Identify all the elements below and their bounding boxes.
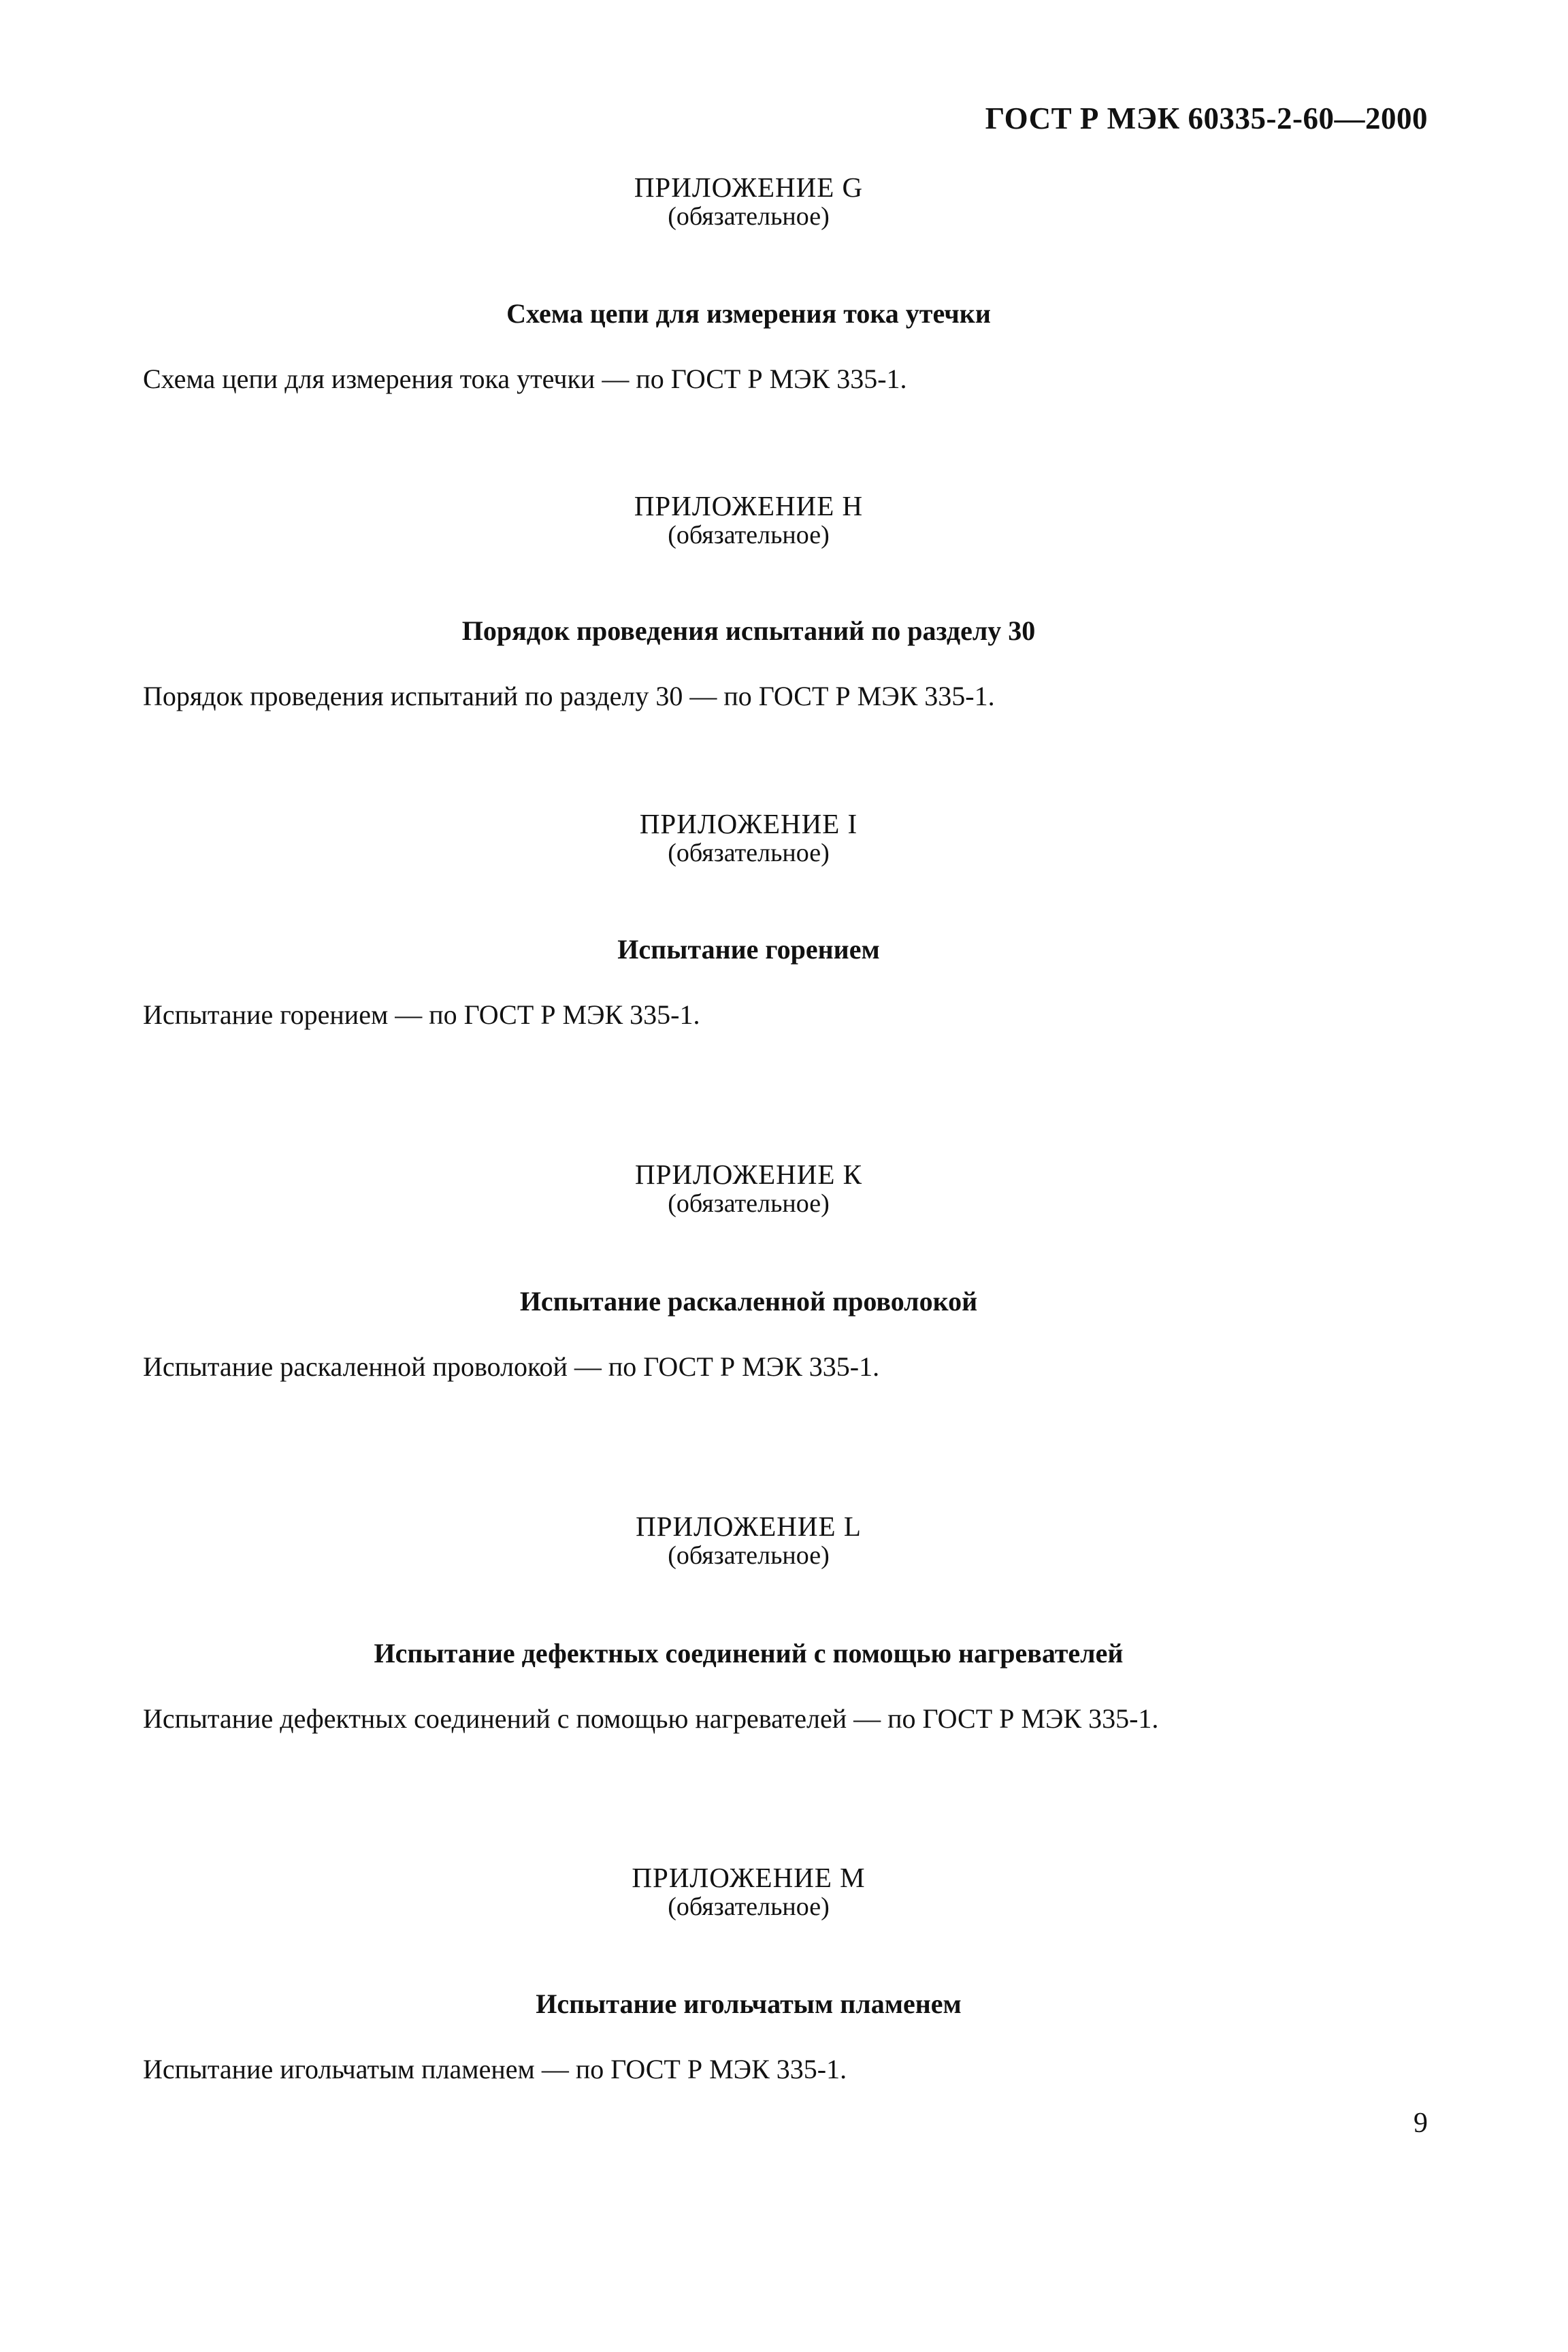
annex-title: ПРИЛОЖЕНИЕ G (634, 172, 864, 203)
document-code-header: ГОСТ Р МЭК 60335-2-60—2000 (985, 101, 1428, 135)
annex-title: ПРИЛОЖЕНИЕ I (639, 808, 858, 839)
annex-status: (обязательное) (668, 1892, 830, 1921)
annex-body: Схема цепи для измерения тока утечки — по ГОСТ Р МЭК 335-1. (143, 364, 907, 394)
annex-title: ПРИЛОЖЕНИЕ Н (634, 490, 864, 521)
annex-heading: Порядок проведения испытаний по разделу 30 (461, 615, 1036, 646)
page-number: 9 (1414, 2108, 1428, 2139)
annex-title: ПРИЛОЖЕНИЕ М (632, 1862, 866, 1893)
annex-status: (обязательное) (668, 521, 830, 549)
annex-body: Испытание раскаленной проволокой — по ГОСТ Р МЭК 335-1. (143, 1351, 880, 1382)
annex-body: Испытание игольчатым пламенем — по ГОСТ Р МЭК 335-1. (143, 2054, 847, 2084)
annex-status: (обязательное) (668, 202, 830, 231)
annex-heading: Испытание раскаленной проволокой (519, 1286, 978, 1317)
annex-status: (обязательное) (668, 1189, 830, 1218)
annex-heading: Испытание игольчатым пламенем (536, 1988, 962, 2019)
annex-heading: Схема цепи для измерения тока утечки (506, 298, 991, 329)
annex-heading: Испытание дефектных соединений с помощью нагревателей (374, 1638, 1124, 1669)
annex-heading: Испытание горением (617, 934, 880, 965)
annex-title: ПРИЛОЖЕНИЕ К (634, 1159, 863, 1190)
annex-status: (обязательное) (668, 839, 830, 867)
annex-title: ПРИЛОЖЕНИЕ L (636, 1511, 862, 1542)
annex-body: Испытание дефектных соединений с помощью нагревателей — по ГОСТ Р МЭК 335-1. (143, 1703, 1159, 1734)
annex-body: Испытание горением — по ГОСТ Р МЭК 335-1. (143, 999, 700, 1030)
annex-status: (обязательное) (668, 1541, 830, 1570)
annex-body: Порядок проведения испытаний по разделу 30 — по ГОСТ Р МЭК 335-1. (143, 681, 995, 711)
